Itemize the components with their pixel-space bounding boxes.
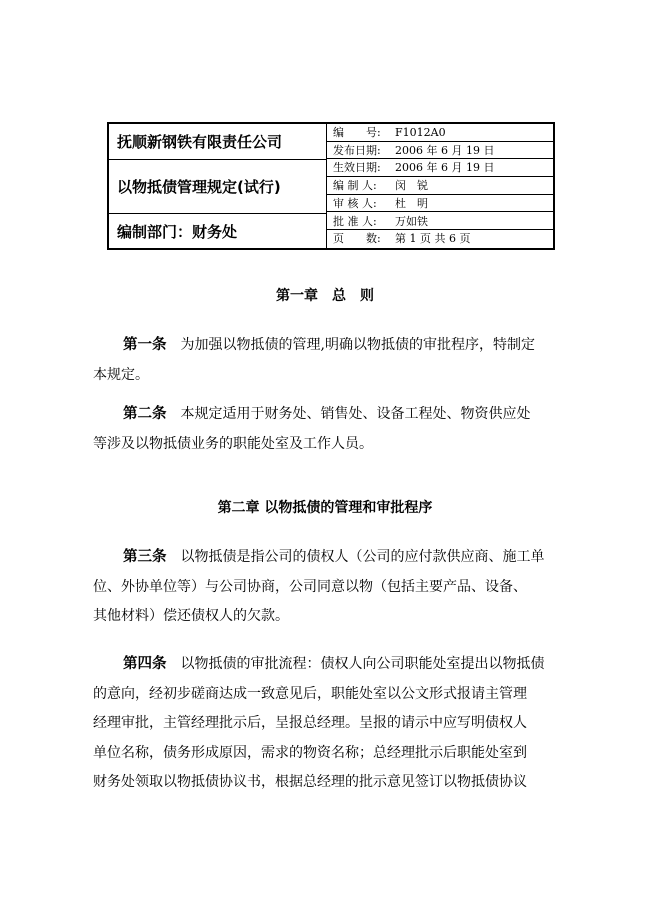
article-line: 单位名称，债务形成原因，需求的物资名称；总经理批示后职能处室到	[93, 744, 527, 761]
row-value: 万如铁	[395, 214, 428, 228]
row-doc-number	[327, 124, 553, 142]
chapter-1-title: 第一章 总 则	[276, 288, 374, 304]
article-line: 财务处领取以物抵债协议书，根据总经理的批示意见签订以物抵债协议	[93, 774, 527, 790]
row-label: 批 准 人:	[333, 214, 377, 228]
row-page-count	[327, 230, 553, 248]
article-4	[93, 650, 583, 798]
row-effective-date	[327, 159, 553, 177]
header-left-column	[109, 124, 327, 248]
row-value: 闵 锐	[395, 179, 428, 193]
article-line: 以物抵债的审批流程：债权人向公司职能处室提出以物抵债	[180, 656, 545, 672]
chapter-2-title: 第二章 以物抵债的管理和审批程序	[217, 500, 433, 516]
article-line: 本规定。	[93, 366, 149, 383]
department: 编制部门：财务处	[117, 222, 238, 241]
company-name: 抚顺新钢铁有限责任公司	[109, 124, 326, 160]
article-line: 经理审批，主管经理批示后，呈报总经理。呈报的请示中应写明债权人	[93, 715, 527, 731]
row-value: 2006 年 6 月 19 日	[395, 161, 495, 175]
article-line: 为加强以物抵债的管理,明确以物抵债的审批程序，特制定	[180, 337, 535, 353]
row-value: 2006 年 6 月 19 日	[395, 143, 495, 157]
article-3	[93, 543, 583, 632]
row-value: 杜 明	[395, 196, 428, 210]
article-2	[93, 400, 583, 459]
article-line: 位、外协单位等）与公司协商，公司同意以物（包括主要产品、设备、	[93, 578, 527, 595]
article-1	[93, 331, 583, 390]
row-publish-date	[327, 142, 553, 160]
row-label: 页 数:	[333, 232, 381, 246]
row-label: 发布日期:	[333, 143, 381, 157]
row-author	[327, 177, 553, 195]
article-line: 本规定适用于财务处、销售处、设备工程处、物资供应处	[180, 406, 531, 422]
row-label: 审 核 人:	[333, 196, 377, 210]
row-value: 第 1 页 共 6 页	[395, 232, 471, 246]
article-label: 第三条	[123, 549, 167, 565]
article-label: 第一条	[123, 337, 167, 353]
row-label: 编 制 人:	[333, 179, 377, 193]
article-line: 等涉及以物抵债业务的职能处室及工作人员。	[93, 435, 373, 452]
row-label: 生效日期:	[333, 161, 381, 175]
article-label: 第四条	[123, 656, 167, 672]
row-label: 编 号:	[333, 126, 381, 139]
article-line: 的意向，经初步磋商达成一致意见后，职能处室以公文形式报请主管理	[93, 685, 527, 702]
row-value: F1012A0	[395, 126, 446, 139]
document-header-table	[107, 122, 555, 250]
article-line: 以物抵债是指公司的债权人（公司的应付款供应商、施工单	[180, 549, 545, 565]
row-approver	[327, 213, 553, 231]
article-line: 其他材料）偿还债权人的欠款。	[93, 608, 289, 624]
article-label: 第二条	[123, 406, 167, 422]
row-reviewer	[327, 195, 553, 213]
regulation-title: 以物抵债管理规定(试行)	[109, 160, 326, 214]
header-right-column	[327, 124, 553, 248]
